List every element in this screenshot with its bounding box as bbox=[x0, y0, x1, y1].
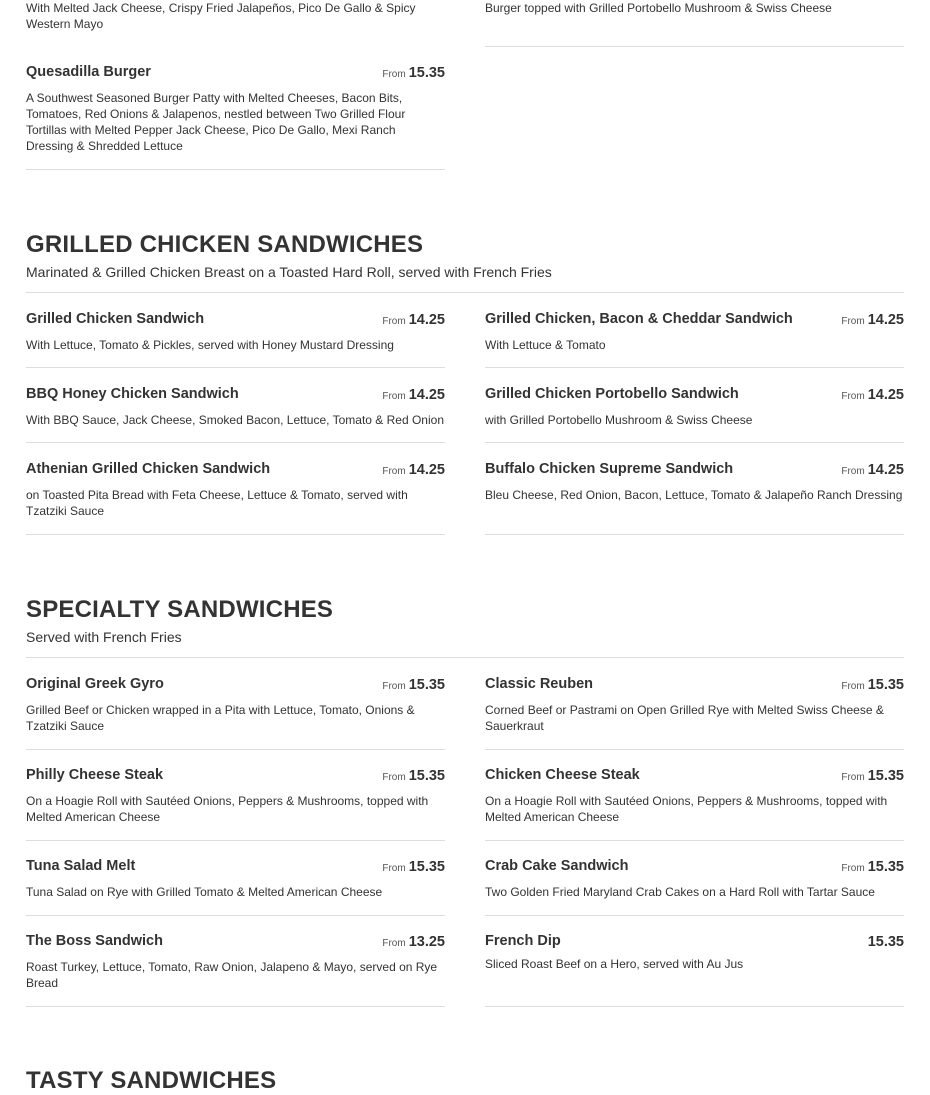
menu-item-name: Grilled Chicken Portobello Sandwich bbox=[485, 386, 739, 402]
price-from-label: From bbox=[382, 863, 406, 874]
menu-item-price bbox=[382, 676, 445, 694]
menu-item-description: Tuna Salad on Rye with Grilled Tomato & Melted American Cheese bbox=[26, 885, 383, 899]
price-amount: 14.25 bbox=[408, 387, 445, 403]
menu-item-description: Sliced Roast Beef on a Hero, served with Au Jus bbox=[485, 957, 744, 971]
menu-item-price bbox=[868, 933, 904, 951]
divider bbox=[485, 46, 904, 47]
price-from-label: From bbox=[382, 316, 406, 327]
divider bbox=[485, 367, 904, 368]
divider bbox=[485, 915, 904, 916]
divider bbox=[26, 840, 445, 841]
divider bbox=[26, 534, 445, 535]
price-amount: 14.25 bbox=[867, 312, 904, 328]
divider bbox=[485, 749, 904, 750]
price-from-label: From bbox=[841, 681, 865, 692]
menu-item-description: Corned Beef or Pastrami on Open Grilled Rye with Melted Swiss Cheese & Sauerkraut bbox=[485, 703, 884, 733]
section-divider bbox=[26, 657, 904, 658]
menu-item-price bbox=[841, 858, 904, 876]
price-from-label: From bbox=[382, 466, 406, 477]
menu-item-name: BBQ Honey Chicken Sandwich bbox=[26, 386, 239, 402]
divider bbox=[26, 749, 445, 750]
menu-item-price bbox=[382, 933, 445, 951]
divider bbox=[26, 169, 445, 170]
menu-item-name: French Dip bbox=[485, 933, 561, 949]
menu-item-description: With Lettuce & Tomato bbox=[485, 338, 606, 352]
price-from-label: From bbox=[382, 391, 406, 402]
menu-item-name: Buffalo Chicken Supreme Sandwich bbox=[485, 461, 734, 477]
menu-item-name: Crab Cake Sandwich bbox=[485, 858, 629, 874]
menu-item-description: Bleu Cheese, Red Onion, Bacon, Lettuce, Tomato & Jalapeño Ranch Dressing bbox=[485, 488, 903, 502]
section-subtitle: Marinated & Grilled Chicken Breast on a Toasted Hard Roll, served with French Fries bbox=[26, 264, 552, 280]
menu-item-description: Grilled Beef or Chicken wrapped in a Pita with Lettuce, Tomato, Onions & Tzatziki Sauce bbox=[26, 703, 415, 733]
section-title: TASTY SANDWICHES bbox=[26, 1067, 277, 1094]
price-amount: 14.25 bbox=[408, 462, 445, 478]
menu-item-description: Burger topped with Grilled Portobello Mushroom & Swiss Cheese bbox=[485, 1, 832, 15]
price-amount: 15.35 bbox=[408, 859, 445, 875]
section-divider bbox=[26, 292, 904, 293]
section-title: SPECIALTY SANDWICHES bbox=[26, 596, 334, 623]
menu-item-name: Quesadilla Burger bbox=[26, 64, 151, 80]
divider bbox=[26, 1006, 445, 1007]
price-from-label: From bbox=[841, 772, 865, 783]
menu-item-price bbox=[382, 311, 445, 329]
menu-item-description: Two Golden Fried Maryland Crab Cakes on a Hard Roll with Tartar Sauce bbox=[485, 885, 875, 899]
price-amount: 15.35 bbox=[408, 65, 445, 81]
price-from-label: From bbox=[382, 69, 406, 80]
menu-item-name: Original Greek Gyro bbox=[26, 676, 164, 692]
price-from-label: From bbox=[841, 391, 865, 402]
menu-item-price bbox=[841, 676, 904, 694]
price-from-label: From bbox=[841, 316, 865, 327]
menu-item-price bbox=[382, 64, 445, 82]
menu-item-name: Athenian Grilled Chicken Sandwich bbox=[26, 461, 271, 477]
menu-item-name: Tuna Salad Melt bbox=[26, 858, 136, 874]
divider bbox=[26, 367, 445, 368]
price-from-label: From bbox=[841, 466, 865, 477]
menu-item-description: with Grilled Portobello Mushroom & Swiss Cheese bbox=[485, 413, 753, 427]
divider bbox=[485, 840, 904, 841]
price-from-label: From bbox=[382, 938, 406, 949]
menu-item-price bbox=[841, 461, 904, 479]
menu-item-description: With BBQ Sauce, Jack Cheese, Smoked Bacon, Lettuce, Tomato & Red Onion bbox=[26, 413, 444, 427]
menu-item-name: Chicken Cheese Steak bbox=[485, 767, 640, 783]
section-subtitle: Served with French Fries bbox=[26, 629, 182, 645]
price-amount: 14.25 bbox=[867, 462, 904, 478]
price-amount: 15.35 bbox=[867, 859, 904, 875]
price-from-label: From bbox=[841, 863, 865, 874]
menu-item-description: On a Hoagie Roll with Sautéed Onions, Peppers & Mushrooms, topped with Melted American Cheese bbox=[485, 794, 888, 824]
menu-item-price bbox=[841, 386, 904, 404]
menu-item-name: Grilled Chicken, Bacon & Cheddar Sandwich bbox=[485, 311, 793, 327]
menu-item-name: Classic Reuben bbox=[485, 676, 593, 692]
menu-item-name: Grilled Chicken Sandwich bbox=[26, 311, 205, 327]
price-amount: 15.35 bbox=[408, 768, 445, 784]
divider bbox=[26, 442, 445, 443]
menu-item-price bbox=[841, 767, 904, 785]
menu-item-price bbox=[841, 311, 904, 329]
menu-item-description: on Toasted Pita Bread with Feta Cheese, Lettuce & Tomato, served with Tzatziki Sauce bbox=[26, 488, 408, 518]
menu-item-description: Roast Turkey, Lettuce, Tomato, Raw Onion, Jalapeno & Mayo, served on Rye Bread bbox=[26, 960, 438, 990]
menu-item-price bbox=[382, 767, 445, 785]
price-amount: 15.35 bbox=[867, 768, 904, 784]
price-from-label: From bbox=[382, 772, 406, 783]
price-amount: 14.25 bbox=[408, 312, 445, 328]
price-amount: 15.35 bbox=[867, 677, 904, 693]
divider bbox=[26, 915, 445, 916]
divider bbox=[485, 1006, 904, 1007]
divider bbox=[485, 442, 904, 443]
menu-item-price bbox=[382, 461, 445, 479]
section-title: GRILLED CHICKEN SANDWICHES bbox=[26, 231, 424, 258]
price-amount: 14.25 bbox=[867, 387, 904, 403]
price-amount: 13.25 bbox=[408, 934, 445, 950]
divider bbox=[485, 534, 904, 535]
menu-item-description: With Lettuce, Tomato & Pickles, served with Honey Mustard Dressing bbox=[26, 338, 394, 352]
menu-item-description: On a Hoagie Roll with Sautéed Onions, Peppers & Mushrooms, topped with Melted American Cheese bbox=[26, 794, 429, 824]
menu-item-name: Philly Cheese Steak bbox=[26, 767, 164, 783]
menu-item-description: A Southwest Seasoned Burger Patty with Melted Cheeses, Bacon Bits, Tomatoes, Red Onions & Jalapenos, nestled between Two Grilled Flour Tortillas with Melted Pepper Jack Cheese, Pico De Gallo, Mexi Ranch Dressing & Shredded Lettuce bbox=[26, 91, 406, 153]
price-amount: 15.35 bbox=[867, 934, 904, 950]
menu-item-name: The Boss Sandwich bbox=[26, 933, 163, 949]
menu-item-price bbox=[382, 858, 445, 876]
menu-item-description: With Melted Jack Cheese, Crispy Fried Jalapeños, Pico De Gallo & Spicy Western Mayo bbox=[26, 1, 416, 31]
menu-item-price bbox=[382, 386, 445, 404]
price-amount: 15.35 bbox=[408, 677, 445, 693]
price-from-label: From bbox=[382, 681, 406, 692]
